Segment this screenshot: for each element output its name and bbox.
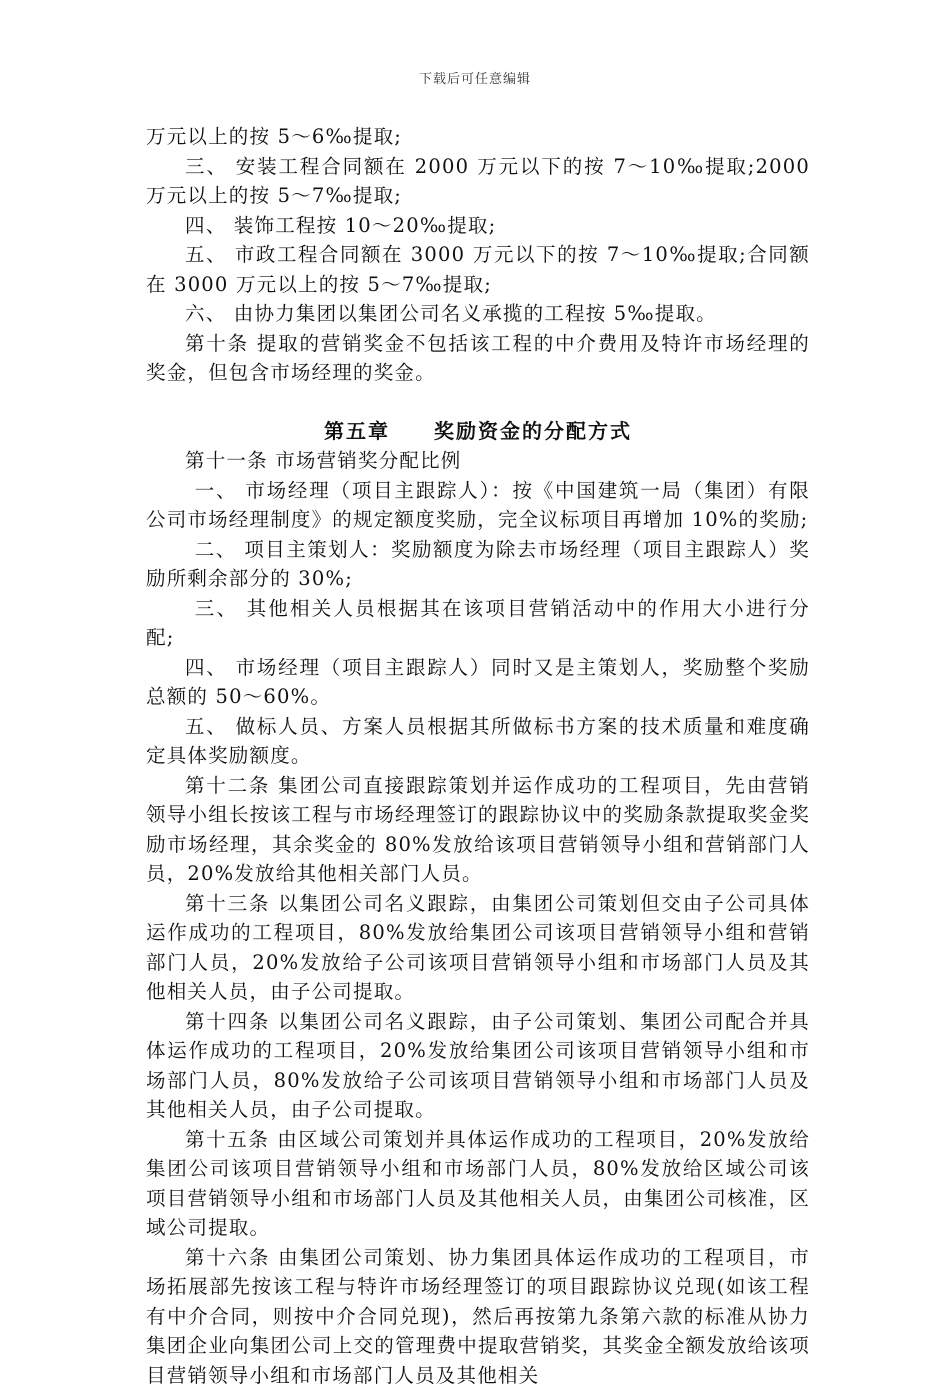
- paragraph: 四、 市场经理（项目主跟踪人）同时又是主策划人，奖励整个奖励总额的 50～60%。: [146, 653, 810, 712]
- document-body: [146, 122, 810, 1390]
- article-paragraph: 第十六条 由集团公司策划、协力集团具体运作成功的工程项目，市场拓展部先按该工程与特许市场经理签订的项目跟踪协议兑现(如该工程有中介合同，则按中介合同兑现)，然后再按第九条第六款的标准从协力集团企业向集团公司上交的管理费中提取营销奖，其奖金全额发放给该项目营销领导小组和市场部门人员及其他相关: [146, 1243, 810, 1390]
- article-heading: 第十一条 市场营销奖分配比例: [146, 446, 810, 476]
- chapter-title: 奖励资金的分配方式: [434, 419, 632, 443]
- article-paragraph: 第十五条 由区域公司策划并具体运作成功的工程项目，20%发放给集团公司该项目营销领导小组和市场部门人员，80%发放给区域公司该项目营销领导小组和市场部门人员及其他相关人员，由集团公司核准，区域公司提取。: [146, 1125, 810, 1243]
- paragraph: 五、 做标人员、方案人员根据其所做标书方案的技术质量和难度确定具体奖励额度。: [146, 712, 810, 771]
- paragraph: 第十条 提取的营销奖金不包括该工程的中介费用及特许市场经理的奖金，但包含市场经理的奖金。: [146, 329, 810, 388]
- paragraph: 五、 市政工程合同额在 3000 万元以下的按 7～10‰提取;合同额在 3000 万元以上的按 5～7‰提取;: [146, 240, 810, 299]
- paragraph: 三、 安装工程合同额在 2000 万元以下的按 7～10‰提取;2000 万元以上的按 5～7‰提取;: [146, 152, 810, 211]
- chapter-number: 第五章: [324, 419, 390, 443]
- chapter-heading: [146, 417, 810, 447]
- paragraph: 一、 市场经理（项目主跟踪人）：按《中国建筑一局（集团）有限公司市场经理制度》的规定额度奖励，完全议标项目再增加 10%的奖励;: [146, 476, 810, 535]
- paragraph: 三、 其他相关人员根据其在该项目营销活动中的作用大小进行分配;: [146, 594, 810, 653]
- paragraph: 二、 项目主策划人：奖励额度为除去市场经理（项目主跟踪人）奖励所剩余部分的 30%;: [146, 535, 810, 594]
- article-paragraph: 第十二条 集团公司直接跟踪策划并运作成功的工程项目，先由营销领导小组长按该工程与市场经理签订的跟踪协议中的奖励条款提取奖金奖励市场经理，其余奖金的 80%发放给该项目营销领导小组和营销部门人员，20%发放给其他相关部门人员。: [146, 771, 810, 889]
- paragraph: 六、 由协力集团以集团公司名义承揽的工程按 5‰提取。: [146, 299, 810, 329]
- article-paragraph: 第十三条 以集团公司名义跟踪，由集团公司策划但交由子公司具体运作成功的工程项目，80%发放给集团公司该项目营销领导小组和营销部门人员，20%发放给子公司该项目营销领导小组和市场部门人员及其他相关人员，由子公司提取。: [146, 889, 810, 1007]
- article-paragraph: 第十四条 以集团公司名义跟踪，由子公司策划、集团公司配合并具体运作成功的工程项目，20%发放给集团公司该项目营销领导小组和市场部门人员，80%发放给子公司该项目营销领导小组和市场部门人员及其他相关人员，由子公司提取。: [146, 1007, 810, 1125]
- page-header: 下载后可任意编辑: [0, 68, 950, 87]
- paragraph: 万元以上的按 5～6‰提取;: [146, 122, 810, 152]
- paragraph: 四、 装饰工程按 10～20‰提取;: [146, 211, 810, 241]
